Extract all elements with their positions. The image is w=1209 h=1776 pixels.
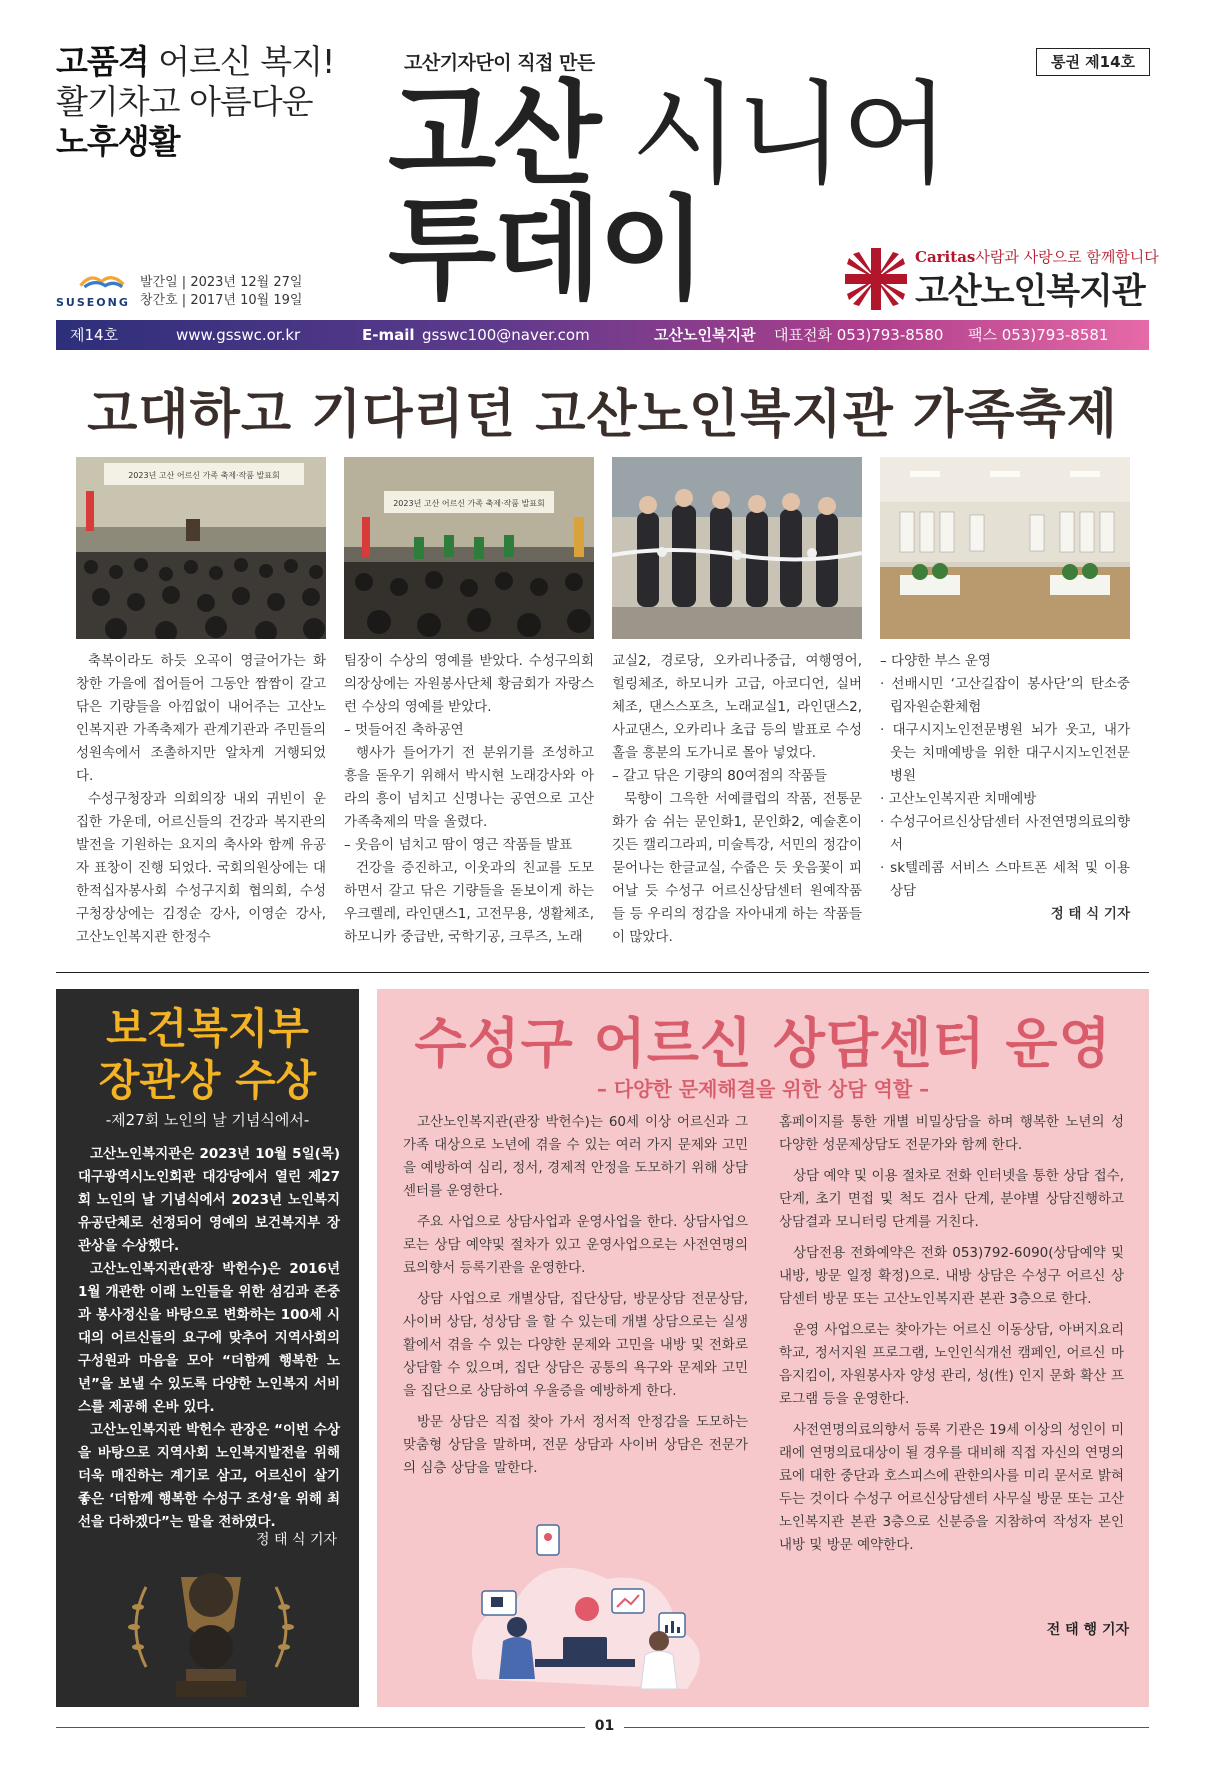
section-divider — [56, 972, 1149, 973]
infobar-fax: 팩스 053)793-8581 — [968, 326, 1109, 344]
photo-stage-2 — [344, 457, 594, 639]
caritas-cross-icon — [845, 248, 907, 310]
award-subtitle: -제27회 노인의 날 기념식에서- — [105, 1111, 310, 1129]
counseling-paragraph: 주요 사업으로 상담사업과 운영사업을 한다. 상담사업으로는 상담 예약및 절차가 있고 운영사업으로는 사전연명의료의향서 등록기관을 운영한다. — [403, 1214, 748, 1276]
award-paragraph: 고산노인복지관 박헌수 관장은 “이번 수상을 바탕으로 지역사회 노인복지발전을 위해 더욱 매진하는 계기로 삼고, 어르신이 살기 좋은 ‘더함께 행복한 수성구 조성’을 위해 최선을 다하겠다”는 말을 전하였다. — [78, 1422, 340, 1530]
caritas-slogan: Caritas사람과 사랑으로 함께합니다 — [915, 248, 1159, 266]
article-paragraph: 축복이라도 하듯 오곡이 영글어가는 화창한 가을에 접어들어 그동안 짬짬이 갈고 닦은 기량들을 아낌없이 내어주는 고산노인복지관 가족축제가 관계기관과 주민들의 성원속에서 조촐하지만 알차게 거행되었다. — [76, 653, 326, 784]
main-headline: 고대하고 기다리던 고산노인복지관 가족축제 — [87, 385, 1118, 445]
infobar-phone: 대표전화 053)793-8580 — [774, 326, 944, 344]
counseling-paragraph: 홈페이지를 통한 개별 비밀상담을 하며 행복한 노년의 성 다양한 성문제상담도 전문가와 함께 한다. — [779, 1114, 1124, 1153]
org-logo — [845, 242, 1159, 312]
article-byline: 정 태 식 기자 — [1050, 906, 1130, 922]
photo-banner-2: 2023년 고산 어르신 가족 축제·작품 발표회 — [393, 499, 545, 508]
booth-item: · 선배시민 ‘고산길잡이 봉사단’의 탄소중립자원순환체험 — [880, 676, 1130, 715]
slogan-line3: 노후생활 — [56, 122, 180, 161]
infobar-email[interactable]: gsswc100@naver.com — [422, 326, 590, 344]
award-box — [56, 989, 359, 1707]
infobar-email-label: E-mail — [362, 326, 415, 344]
photo-exhibition-hall — [880, 457, 1130, 639]
masthead-title-light: 시니어 — [598, 70, 947, 200]
article-column-4 — [880, 650, 1130, 926]
article-subheading: – 멋들어진 축하공연 — [344, 722, 464, 738]
article-paragraph: 건강을 증진하고, 이웃과의 친교를 도모하면서 갈고 닦은 기량들을 돋보이게 하는 우크렐레, 라인댄스1, 고전무용, 생활체조, 하모니카 중급반, 국학기공, 크루즈, 노래 — [344, 860, 594, 945]
award-body — [78, 1143, 340, 1534]
slogan-rest: 어르신 복지! — [148, 42, 335, 81]
counseling-title: 수성구 어르신 상담센터 운영 — [414, 1012, 1112, 1075]
counseling-paragraph: 상담 사업으로 개별상담, 집단상담, 방문상담 전문상담, 사이버 상담, 성상담 을 할 수 있는데 개별 상담으로는 실생활에서 겪을 수 있는 다양한 문제와 고민을 내방 및 전화로 상담할 수 있으며, 집단 상담은 공통의 욕구와 문제와 고민을 집단으로 상담하여 우울증을 예방하게 한다. — [403, 1291, 748, 1399]
counseling-illustration-icon — [437, 1509, 737, 1707]
masthead-title-line2: 투데이 — [388, 185, 704, 315]
award-title-line2: 장관상 수상 — [98, 1056, 317, 1105]
photo-banner-1: 2023년 고산 어르신 가족 축제·작품 발표회 — [128, 471, 280, 480]
masthead-title-bold: 고산 — [388, 70, 599, 200]
masthead-subtitle: 고산기자단이 직접 만든 — [404, 52, 595, 74]
counseling-paragraph: 방문 상담은 직접 찾아 가서 정서적 안정감을 도모하는 맞춤형 상담을 말하며, 전문 상담과 사이버 상담은 전문가의 심층 상담을 말한다. — [403, 1414, 748, 1476]
infobar-issue: 제14호 — [70, 326, 119, 344]
info-bar — [56, 320, 1149, 350]
counseling-paragraph: 상담전용 전화예약은 전화 053)792-6090(상담예약 및 내방, 방문 일정 확정)으로. 내방 상담은 수성구 어르신 상담센터 방문 또는 고산노인복지관 본관 3층으로 한다. — [779, 1245, 1124, 1307]
counseling-paragraph: 운영 사업으로는 찾아가는 어르신 이동상담, 아버지요리학교, 정서지원 프로그램, 노인인식개선 캠페인, 어르신 마음지킴이, 자원봉사자 양성 관리, 성(性) 인지 문화 확산 프로그램 등을 운영한다. — [779, 1322, 1124, 1407]
counseling-paragraph: 고산노인복지관(관장 박헌수)는 60세 이상 어르신과 그 가족 대상으로 노년에 겪을 수 있는 여러 가지 문제와 고민을 예방하여 심리, 정서, 경제적 안정을 도모하기 위해 상담센터를 운영한다. — [403, 1114, 748, 1199]
article-column-2 — [344, 650, 594, 949]
suseong-logo-text: SUSEONG — [56, 296, 130, 309]
booth-item: · 고산노인복지관 치매예방 — [880, 791, 1037, 807]
counseling-column-1 — [403, 1111, 748, 1488]
slogan-bold: 고품격 — [56, 42, 149, 81]
founded-date: 창간호 | 2017년 10월 19일 — [140, 293, 303, 308]
award-title-line1: 보건복지부 — [106, 1004, 309, 1053]
publication-info — [140, 274, 302, 310]
infobar-org: 고산노인복지관 — [654, 326, 756, 344]
article-paragraph: 묵향이 그윽한 서예클럽의 작품, 전통문화가 숨 쉬는 문인화1, 문인화2, 예술혼이 깃든 캘리그라피, 미술특강, 서민의 정감이 묻어나는 한글교실, 수줍은 듯 웃음꽃이 피어날 듯 수성구 어르신상담센터 원예작품들 등 우리의 정감을 자아내게 하는 작품들이 많았다. — [612, 791, 862, 945]
photo-ribbon-cutting — [612, 457, 862, 639]
masthead-title — [388, 70, 947, 200]
article-subheading: – 다양한 부스 운영 — [880, 653, 991, 669]
article-column-1 — [76, 650, 326, 949]
article-subheading: – 웃음이 넘치고 땀이 영근 작품들 발표 — [344, 837, 573, 853]
article-paragraph: 행사가 들어가기 전 분위기를 조성하고 흥을 돋우기 위해서 박시현 노래강사와 아라의 흥이 넘치고 신명나는 공연으로 고산가족축제의 막을 올렸다. — [344, 745, 594, 830]
article-subheading: – 갈고 닦은 기량의 80여점의 작품들 — [612, 768, 827, 784]
counseling-subtitle: – 다양한 문제해결을 위한 상담 역할 – — [596, 1077, 930, 1101]
article-paragraph: 팀장이 수상의 영예를 받았다. 수성구의회의장상에는 자원봉사단체 황금회가 자랑스런 수상의 영예를 받았다. — [344, 653, 594, 715]
issue-badge: 통권 제14호 — [1036, 48, 1150, 76]
article-column-3 — [612, 650, 862, 949]
booth-item: · 수성구어르신상담센터 사전연명의료의향서 — [880, 814, 1130, 853]
infobar-website[interactable]: www.gsswc.or.kr — [176, 326, 301, 344]
booth-item: · 대구시지노인전문병원 뇌가 웃고, 내가 웃는 치매예방을 위한 대구시지노인전문병원 — [880, 722, 1130, 784]
counseling-byline: 전 태 행 기자 — [1046, 1622, 1129, 1638]
photo-stage-1 — [76, 457, 326, 639]
slogan-line2: 활기차고 아름다운 — [56, 82, 313, 121]
org-name: 고산노인복지관 — [915, 272, 1145, 312]
page-number: 01 — [0, 1718, 1209, 1734]
booth-item: · sk텔레콤 서비스 스마트폰 세척 및 이용상담 — [880, 860, 1130, 899]
counseling-paragraph: 상담 예약 및 이용 절차로 전화 인터넷을 통한 상담 접수, 단계, 초기 면접 및 척도 검사 단계, 분야별 상담진행하고 상담결과 모니터링 단계를 거친다. — [779, 1168, 1124, 1230]
suseong-logo-icon — [74, 270, 130, 296]
counseling-column-2 — [779, 1111, 1124, 1565]
slogan — [56, 42, 334, 162]
award-byline: 정 태 식 기자 — [256, 1532, 337, 1548]
counseling-paragraph: 사전연명의료의향서 등록 기관은 19세 이상의 성인이 미래에 연명의료대상이 될 경우를 대비해 직접 자신의 연명의료에 대한 중단과 호스피스에 관한의사를 미리 문서로 밝혀두는 것이다 수성구 어르신상담센터 사무실 방문 또는 고산노인복지관 본관 3층으로 신분증을 지참하여 작성자 본인 내방 및 방문 예약한다. — [779, 1422, 1124, 1553]
counseling-box — [377, 989, 1149, 1707]
award-paragraph: 고산노인복지관(관장 박헌수)은 2016년 1월 개관한 이래 노인들을 위한 섬김과 존중과 봉사정신을 바탕으로 변화하는 100세 시대의 어르신들의 요구에 맞추어 지역사회의 구성원과 마음을 모아 “더함께 행복한 노년”을 보낼 수 있도록 다양한 노인복지 서비스를 제공해 온바 있다. — [78, 1261, 340, 1415]
article-paragraph: 수성구청장과 의회의장 내외 귀빈이 운집한 가운데, 어르신들의 건강과 복지관의 발전을 기원하는 요지의 축사와 함께 유공자 표창이 진행 되었다. 국회의원상에는 대한적십자봉사회 수성구지회 협의회, 수성구청장상에는 김정순 강사, 이영순 강사, 고산노인복지관 한정수 — [76, 791, 326, 945]
publish-date: 발간일 | 2023년 12월 27일 — [140, 275, 303, 290]
award-paragraph: 고산노인복지관은 2023년 10월 5일(목) 대구광역시노인회관 대강당에서 열린 제27회 노인의 날 기념식에서 2023년 노인복지 유공단체로 선정되어 영예의 보건복지부 장관상을 수상했다. — [78, 1146, 340, 1254]
trophy-icon — [116, 1557, 306, 1707]
article-paragraph: 교실2, 경로당, 오카리나중급, 여행영어, 힐링체조, 하모니카 고급, 아코디언, 실버체조, 댄스스포츠, 노래교실1, 라인댄스2, 사교댄스, 오카리나 초급 등의 발표로 수성홀을 흥분의 도가니로 몰아 넣었다. — [612, 653, 862, 761]
